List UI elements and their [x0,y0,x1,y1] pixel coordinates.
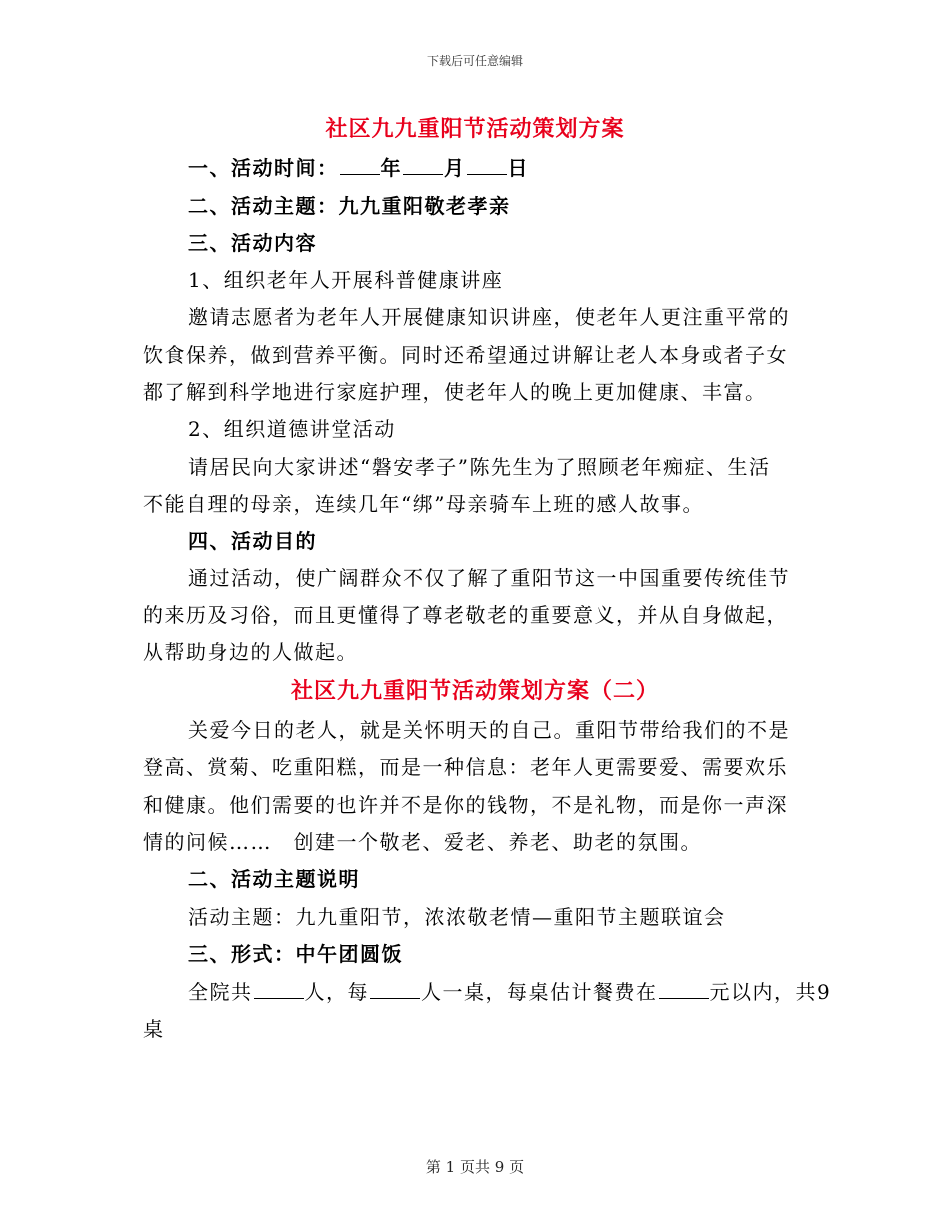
form-text-part4: 元以内，共9 [709,980,832,1004]
year-blank [340,154,380,175]
form-text-part2: 人，每 [304,980,369,1004]
day-blank [467,154,507,175]
activity-time-label: 一、活动时间： [188,156,339,180]
document-title: 社区九九重阳节活动策划方案 [325,116,625,142]
activity-content-heading: 三、活动内容 [188,231,317,255]
paragraph-line: 的来历及习俗，而且更懂得了尊老敬老的重要意义，并从自身做起， [143,603,788,627]
paragraph-line: 饮食保养，做到营养平衡。同时还希望通过讲解让老人本身或者子女 [143,343,788,367]
theme-text: 活动主题：九九重阳节，浓浓敬老情—重阳节主题联谊会 [188,905,726,929]
item1-title: 1、组织老年人开展科普健康讲座 [188,268,504,292]
activity-theme-heading: 二、活动主题：九九重阳敬老孝亲 [188,194,511,218]
cost-blank [659,978,709,999]
people-blank [254,978,304,999]
paragraph-line: 关爱今日的老人，就是关怀明天的自己。重阳节带给我们的不是 [188,718,790,742]
paragraph-line: 从帮助身边的人做起。 [143,640,358,664]
paragraph-line: 通过活动，使广阔群众不仅了解了重阳节这一中国重要传统佳节 [188,566,790,590]
per-table-blank [370,978,420,999]
form-heading: 三、形式：中午团圆饭 [188,942,403,966]
paragraph-line: 和健康。他们需要的也许并不是你的钱物，不是礼物，而是你一声深 [143,793,788,817]
paragraph-line: 都了解到科学地进行家庭护理，使老年人的晚上更加健康、丰富。 [143,380,767,404]
form-last-line: 桌 [143,1017,165,1041]
year-label: 年 [380,156,402,180]
month-label: 月 [444,156,466,180]
page-header-note: 下载后可任意编辑 [426,54,523,68]
form-text-part1: 全院共 [188,980,253,1004]
activity-time-line [188,154,529,182]
month-blank [403,154,443,175]
paragraph-line: 情的问候…… 创建一个敬老、爱老、养老、助老的氛围。 [143,830,702,854]
paragraph-line: 不能自理的母亲，连续几年“绑”母亲骑车上班的感人故事。 [143,492,704,516]
form-text-part3: 人一桌，每桌估计餐费在 [421,980,658,1004]
form-detail-line [188,978,831,1006]
paragraph-line: 邀请志愿者为老年人开展健康知识讲座，使老年人更注重平常的 [188,305,790,329]
item2-title: 2、组织道德讲堂活动 [188,417,396,441]
activity-purpose-heading: 四、活动目的 [188,529,317,553]
document-title-2: 社区九九重阳节活动策划方案（二） [290,678,659,704]
page-footer-number: 第 1 页共 9 页 [425,1158,525,1176]
day-label: 日 [507,156,529,180]
theme-explanation-heading: 二、活动主题说明 [188,867,360,891]
paragraph-line: 登高、赏菊、吃重阳糕，而是一种信息：老年人更需要爱、需要欢乐 [143,755,788,779]
paragraph-line: 请居民向大家讲述“磐安孝子”陈先生为了照顾老年痴症、生活 [188,455,771,479]
